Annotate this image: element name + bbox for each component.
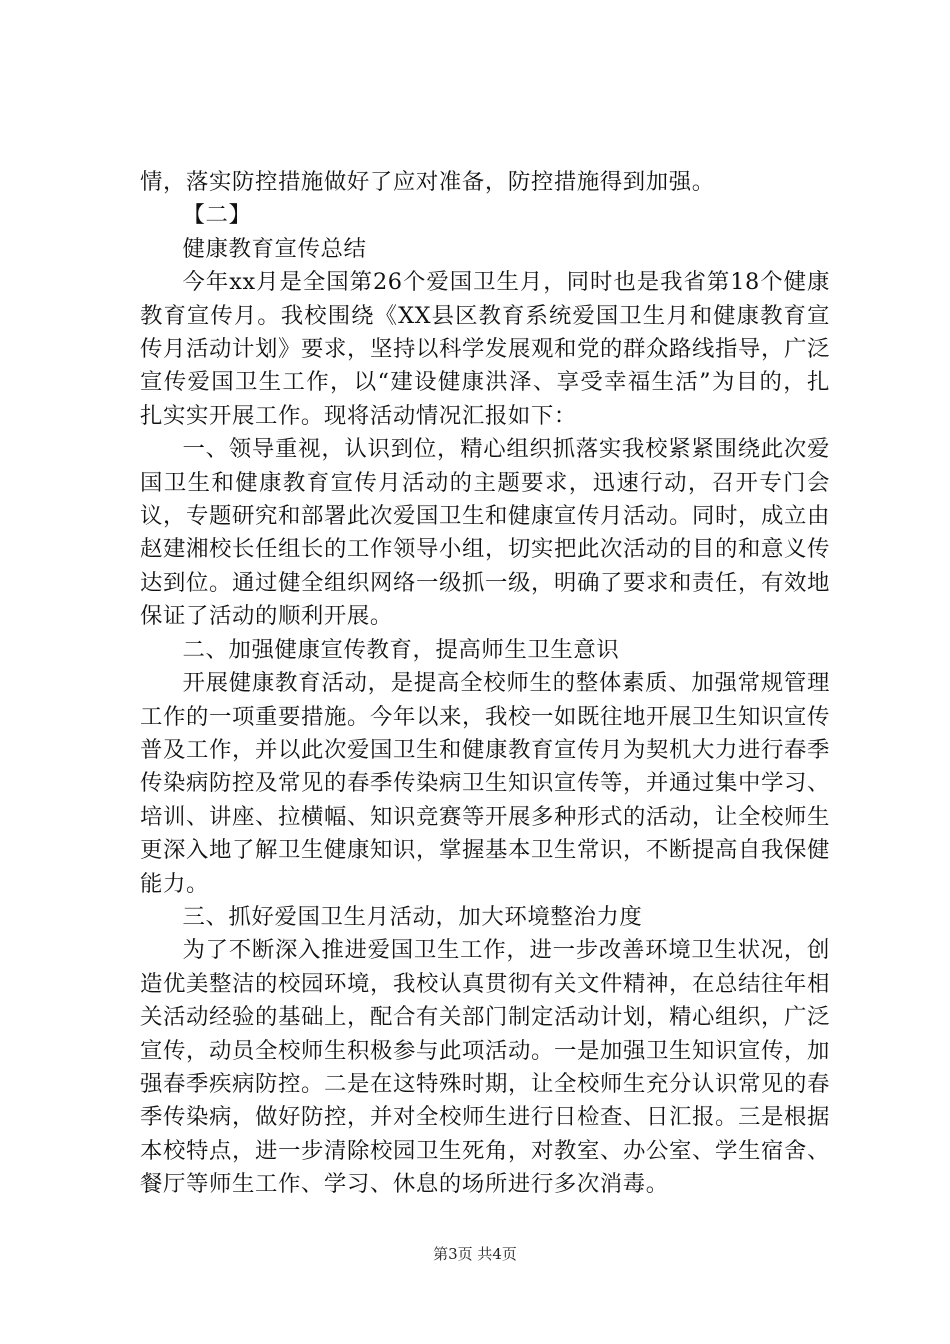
section-title: 健康教育宣传总结	[182, 235, 367, 262]
heading-health-education: 二、加强健康宣传教育，提高师生卫生意识	[182, 636, 620, 663]
paragraph-health-education: 开展健康教育活动，是提高全校师生的整体素质、加强常规管理工作的一项重要措施。今年以来，我校一如既往地开展卫生知识宣传普及工作，并以此次爱国卫生和健康教育宣传月为契机大力进行春季传染病防控及常见的春季传染病卫生知识宣传等，并通过集中学习、培训、讲座、拉横幅、知识竞赛等开展多种形式的活动，让全校师生更深入地了解卫生健康知识，掌握基本卫生常识，不断提高自我保健能力。	[140, 670, 830, 897]
page-number-footer: 第3页 共4页	[433, 1245, 517, 1263]
heading-environment: 三、抓好爱国卫生月活动，加大环境整治力度	[182, 903, 643, 930]
section-marker: 【二】	[182, 202, 252, 229]
paragraph-environment: 为了不断深入推进爱国卫生工作，进一步改善环境卫生状况，创造优美整洁的校园环境，我校认真贯彻有关文件精神，在总结往年相关活动经验的基础上，配合有关部门制定活动计划，精心组织，广泛宣传，动员全校师生积极参与此项活动。一是加强卫生知识宣传，加强春季疾病防控。二是在这特殊时期，让全校师生充分认识常见的春季传染病，做好防控，并对全校师生进行日检查、日汇报。三是根据本校特点，进一步清除校园卫生死角，对教室、办公室、学生宿舍、餐厅等师生工作、学习、休息的场所进行多次消毒。	[140, 937, 830, 1198]
paragraph-leadership: 一、领导重视，认识到位，精心组织抓落实我校紧紧围绕此次爱国卫生和健康教育宣传月活动的主题要求，迅速行动，召开专门会议，专题研究和部署此次爱国卫生和健康宣传月活动。同时，成立由赵建湘校长任组长的工作领导小组，切实把此次活动的目的和意义传达到位。通过健全组织网络一级抓一级，明确了要求和责任，有效地保证了活动的顺利开展。	[140, 436, 830, 630]
paragraph-continuation: 情，落实防控措施做好了应对准备，防控措施得到加强。	[140, 169, 715, 195]
paragraph-intro: 今年xx月是全国第26个爱国卫生月，同时也是我省第18个健康教育宣传月。我校围绕《XX县区教育系统爱国卫生月和健康教育宣传月活动计划》要求，坚持以科学发展观和党的群众路线指导，广泛宣传爱国卫生工作，以“建设健康洪泽、享受幸福生活”为目的，扎扎实实开展工作。现将活动情况汇报如下：	[140, 269, 830, 429]
document-body	[140, 166, 830, 1202]
